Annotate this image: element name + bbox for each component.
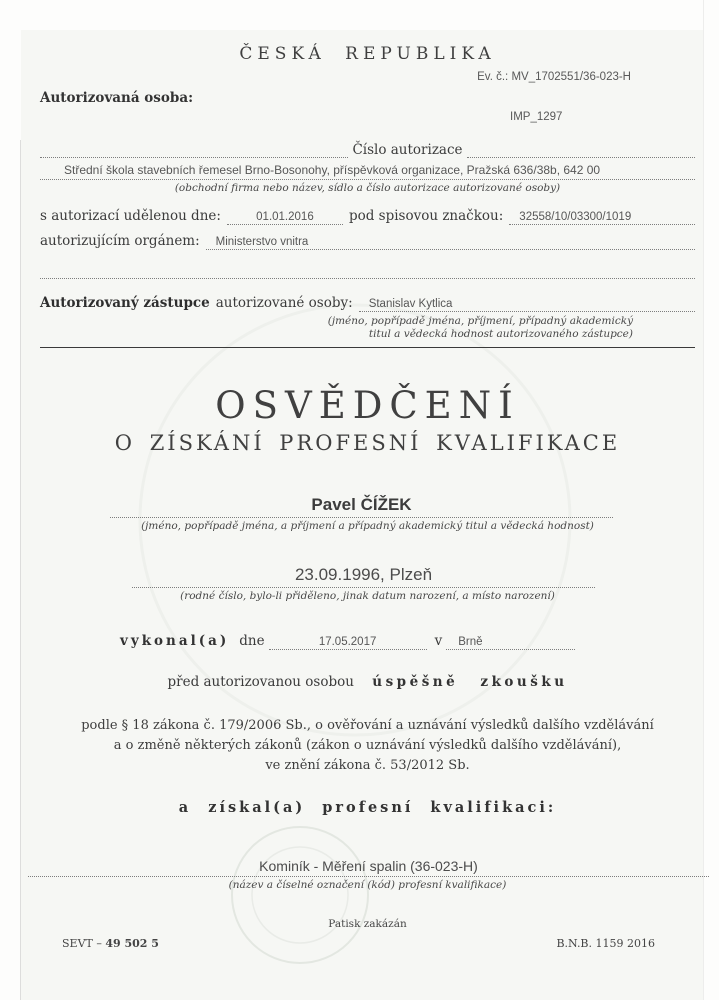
form-code-number: 49 502 5 xyxy=(105,937,159,950)
exam-city: Brně xyxy=(446,636,575,650)
ev-number-line xyxy=(40,71,695,83)
certificate-content xyxy=(0,44,719,950)
qualification-name: Kominík - Měření spalin (36-023-H) xyxy=(28,858,709,877)
gained-qualification-title: a získal(a) profesní kvalifikaci: xyxy=(178,799,557,816)
performed-label: vykonal(a) xyxy=(120,633,230,649)
dotted-leader xyxy=(40,266,695,279)
legal-line3: ve znění zákona č. 53/2012 Sb. xyxy=(265,758,470,773)
representative-caption-line2: titul a vědecká hodnost autorizovaného zástupce) xyxy=(368,328,633,340)
representative-label: Autorizovaný zástupce xyxy=(40,295,210,311)
exam-row xyxy=(120,633,575,650)
dotted-leader xyxy=(40,143,348,158)
ev-number-value: MV_1702551/36-023-H xyxy=(511,71,631,83)
dotted-leader xyxy=(467,143,695,158)
reprint-note: Patisk zakázán xyxy=(328,918,407,930)
certificate-title: OSVĚDČENÍ xyxy=(215,384,520,427)
file-label: pod spisovou značkou: xyxy=(348,208,504,224)
footer-row xyxy=(40,937,695,950)
authorization-number-label: Číslo autorizace xyxy=(352,142,463,158)
imp-code: IMP_1297 xyxy=(510,111,563,123)
form-code xyxy=(62,937,159,950)
holder-name-caption: (jméno, popřípadě jména, a příjmení a případný akademický titul a vědecká hodnost) xyxy=(141,520,594,532)
holder-name: Pavel ČÍŽEK xyxy=(110,495,613,518)
before-person-text: před autorizovanou osobou xyxy=(167,674,354,690)
granted-date: 01.01.2016 xyxy=(227,211,343,225)
legal-line2: a o změně některých zákonů (zákon o uznávání výsledků dalšího vzdělávání), xyxy=(113,738,622,753)
qualification-caption: (název a číselné označení (kód) profesní kvalifikace) xyxy=(228,879,507,891)
certificate-subtitle: O ZÍSKÁNÍ PROFESNÍ KVALIFIKACE xyxy=(114,431,621,455)
authorizing-body-value: Ministerstvo vnitra xyxy=(206,236,695,250)
authorized-person-label: Autorizovaná osoba: xyxy=(40,90,194,106)
country-title: ČESKÁ REPUBLIKA xyxy=(239,44,496,64)
granted-label: s autorizací udělenou dne: xyxy=(40,208,221,224)
organization-value: Střední škola stavebních řemesel Brno-Bosonohy, příspěvková organizace, Pražská 636/38b, 642 00 xyxy=(40,163,695,180)
birth-caption: (rodné číslo, bylo-li přiděleno, jinak datum narození, a místo narození) xyxy=(180,590,555,602)
organization-caption: (obchodní firma nebo název, sídlo a číslo autorizace autorizované osoby) xyxy=(174,182,561,194)
birth-info: 23.09.1996, Plzeň xyxy=(132,565,595,588)
authorization-granted-row xyxy=(40,208,695,225)
authorization-number-row xyxy=(40,143,695,158)
legal-line1: podle § 18 zákona č. 179/2006 Sb., o ověřování a uznávání výsledků dalšího vzdělávání xyxy=(81,718,654,733)
legal-paragraph xyxy=(40,716,695,776)
representative-caption-line1: (jméno, popřípadě jména, příjmení, případný akademický xyxy=(327,315,633,327)
exam-success-row xyxy=(40,674,695,690)
representative-name: Stanislav Kytlica xyxy=(359,298,695,312)
file-number: 32558/10/03300/1019 xyxy=(509,211,695,225)
section-divider xyxy=(40,347,695,348)
authorizing-body-row xyxy=(40,233,695,250)
authorizing-body-label: autorizujícím orgánem: xyxy=(40,233,200,249)
representative-sublabel: autorizované osoby: xyxy=(215,295,353,311)
representative-row xyxy=(40,295,695,312)
form-code-prefix: SEVT – xyxy=(62,937,102,950)
success-text: úspěšně zkoušku xyxy=(372,674,568,690)
v-label: v xyxy=(434,633,443,649)
print-code: B.N.B. 1159 2016 xyxy=(556,937,655,950)
representative-caption xyxy=(40,315,695,341)
dne-label: dne xyxy=(239,633,265,649)
exam-date: 17.05.2017 xyxy=(269,636,427,650)
ev-number-label: Ev. č.: xyxy=(477,71,509,83)
